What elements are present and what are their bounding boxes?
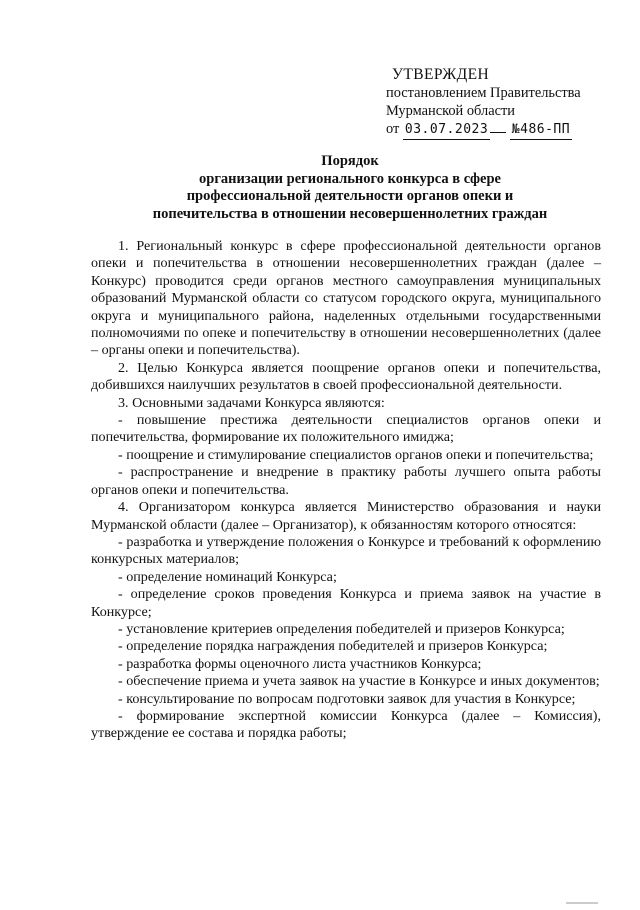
paragraph: 1. Региональный конкурс в сфере профессиональной деятельности органов опеки и попечительства в отношении несовершеннолетних граждан (далее – Конкурс) проводится среди органов местного самоуправления муниципальных образований Мурманской области со статусом городского округа, муниципального округа и муниципального района, наделенных отдельными государственными полномочиями по опеке и попечительству в отношении несовершеннолетних (далее – органы опеки и попечительства). xyxy=(91,238,601,359)
list-item: - определение порядка награждения победителей и призеров Конкурса; xyxy=(118,638,548,655)
approval-line-2: Мурманской области xyxy=(386,103,515,119)
list-item: - консультирование по вопросам подготовки заявок для участия в Конкурсе; xyxy=(118,690,576,707)
approval-line-1: постановлением Правительства xyxy=(386,85,581,101)
approval-number: №486-ПП xyxy=(510,121,572,140)
list-item: - разработка и утверждение положения о Конкурсе и требований к оформлению конкурсных материалов; xyxy=(91,533,601,568)
list-item: - формирование экспертной комиссии Конкурса (далее – Комиссия), утверждение ее состава и порядка работы; xyxy=(91,707,601,742)
heading-line-1: Порядок xyxy=(321,153,379,169)
paragraph: 4. Организатором конкурса является Министерство образования и науки Мурманской области (далее – Организатор), к обязанностям которого относятся: xyxy=(91,499,601,533)
list-item: - обеспечение приема и учета заявок на участие в Конкурсе и иных документов; xyxy=(118,673,600,690)
list-item: - поощрение и стимулирование специалистов органов опеки и попечительства; xyxy=(118,446,594,463)
list-item: - разработка формы оценочного листа участников Конкурса; xyxy=(118,655,482,672)
approval-date: 03.07.2023 xyxy=(403,121,490,140)
heading-line-2: организации регионального конкурса в сфере xyxy=(199,170,501,187)
paragraph: 2. Целью Конкурса является поощрение органов опеки и попечительства, добившихся наилучших результатов в своей профессиональной деятельности. xyxy=(91,359,601,394)
list-item: - повышение престижа деятельности специалистов органов опеки и попечительства, формирование их положительного имиджа; xyxy=(91,412,601,446)
list-item: - распространение и внедрение в практику работы лучшего опыта работы органов опеки и попечительства. xyxy=(91,464,601,498)
heading-line-3: профессиональной деятельности органов опеки и xyxy=(186,188,514,204)
list-item: - установление критериев определения победителей и призеров Конкурса; xyxy=(118,620,565,637)
approval-title: УТВЕРЖДЕН xyxy=(392,66,490,83)
list-item: - определение номинаций Конкурса; xyxy=(118,568,337,585)
heading-line-4: попечительства в отношении несовершеннолетних граждан xyxy=(152,205,548,222)
list-item: - определение сроков проведения Конкурса и приема заявок на участие в Конкурсе; xyxy=(91,586,601,620)
paragraph: 3. Основными задачами Конкурса являются: xyxy=(118,394,385,411)
approval-from: от xyxy=(386,121,400,137)
